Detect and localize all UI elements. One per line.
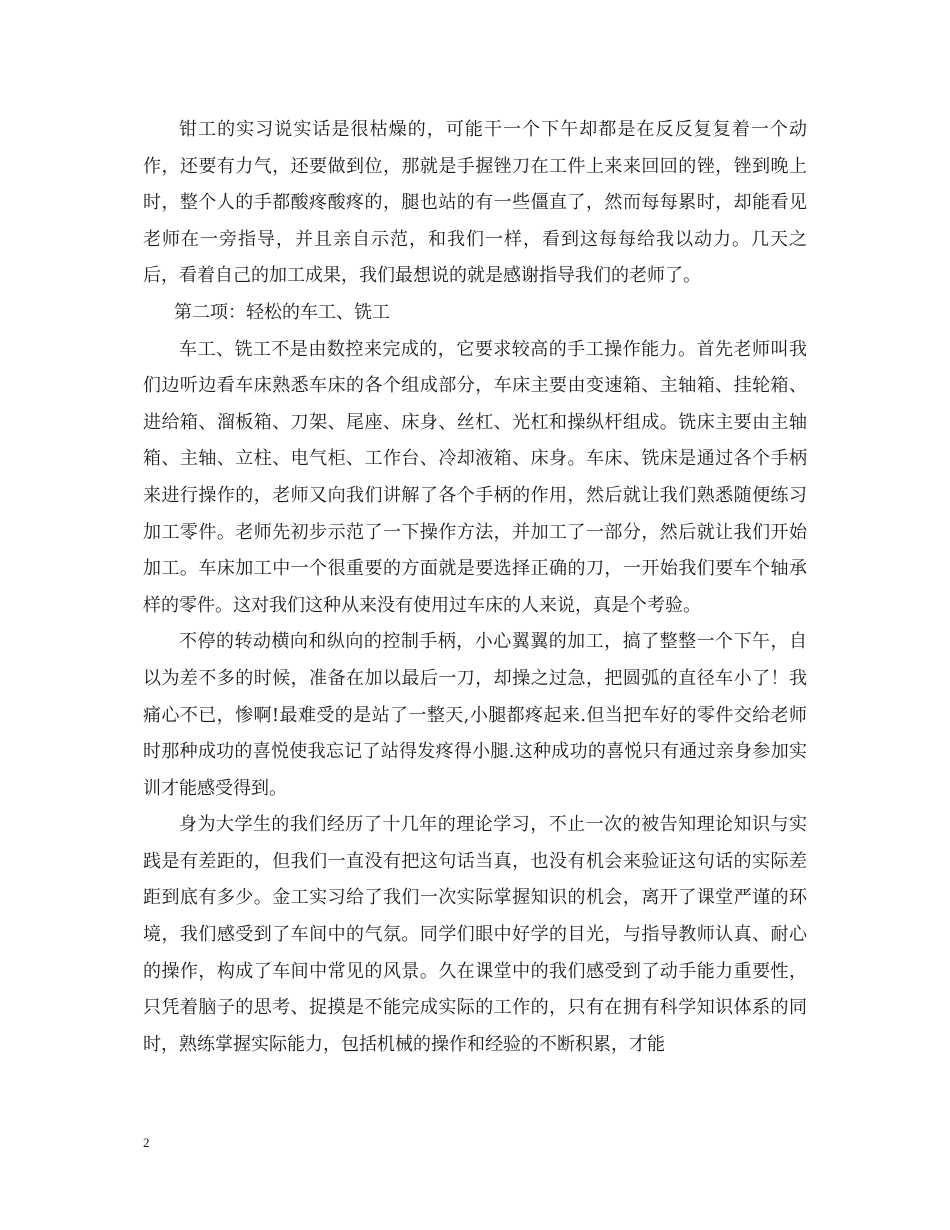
paragraph-turning-experience: 不停的转动横向和纵向的控制手柄，小心翼翼的加工，搞了整整一个下午，自以为差不多的时候，准备在加以最后一刀，却操之过急，把圆弧的直径车小了！我痛心不已，惨啊!最难受的是站了一整天,小腿都疼起来.但当把车好的零件交给老师时那种成功的喜悦使我忘记了站得发疼得小腿.这种成功的喜悦只有通过亲身参加实训才能感受得到。 <box>143 631 807 799</box>
paragraph-fitter-training: 钳工的实习说实话是很枯燥的，可能干一个下午却都是在反反复复着一个动作，还要有力气，还要做到位，那就是手握锉刀在工件上来来回回的锉，锉到晚上时，整个人的手都酸疼酸疼的，腿也站的有一些僵直了，然而每每累时，却能看见老师在一旁指导，并且亲自示范，和我们一样，看到这每每给我以动力。几天之后，看着自己的加工成果，我们最想说的就是感谢指导我们的老师了。 <box>143 119 807 287</box>
section-heading-lathe-milling: 第二项：轻松的车工、铣工 <box>174 301 390 323</box>
paragraph-lathe-milling-intro: 车工、铣工不是由数控来完成的，它要求较高的手工操作能力。首先老师叫我们边听边看车床熟悉车床的各个组成部分，车床主要由变速箱、主轴箱、挂轮箱、进给箱、溜板箱、刀架、尾座、床身、丝杠、光杠和操纵杆组成。铣床主要由主轴箱、主轴、立柱、电气柜、工作台、冷却液箱、床身。车床、铣床是通过各个手柄来进行操作的，老师又向我们讲解了各个手柄的作用，然后就让我们熟悉随便练习加工零件。老师先初步示范了一下操作方法，并加工了一部分，然后就让我们开始加工。车床加工中一个很重要的方面就是要选择正确的刀，一开始我们要车个轴承样的零件。这对我们这种从来没有使用过车床的人来说，真是个考验。 <box>143 338 807 616</box>
document-body <box>143 112 807 1063</box>
paragraph-reflection: 身为大学生的我们经历了十几年的理论学习，不止一次的被告知理论知识与实践是有差距的，但我们一直没有把这句话当真，也没有机会来验证这句话的实际差距到底有多少。金工实习给了我们一次实际掌握知识的机会，离开了课堂严谨的环境，我们感受到了车间中的气氛。同学们眼中好学的目光，与指导教师认真、耐心的操作，构成了车间中常见的风景。久在课堂中的我们感受到了动手能力重要性，只凭着脑子的思考、捉摸是不能完成实际的工作的，只有在拥有科学知识体系的同时，熟练掌握实际能力，包括机械的操作和经验的不断积累，才能 <box>143 814 807 1055</box>
page-number: 2 <box>143 1135 150 1150</box>
